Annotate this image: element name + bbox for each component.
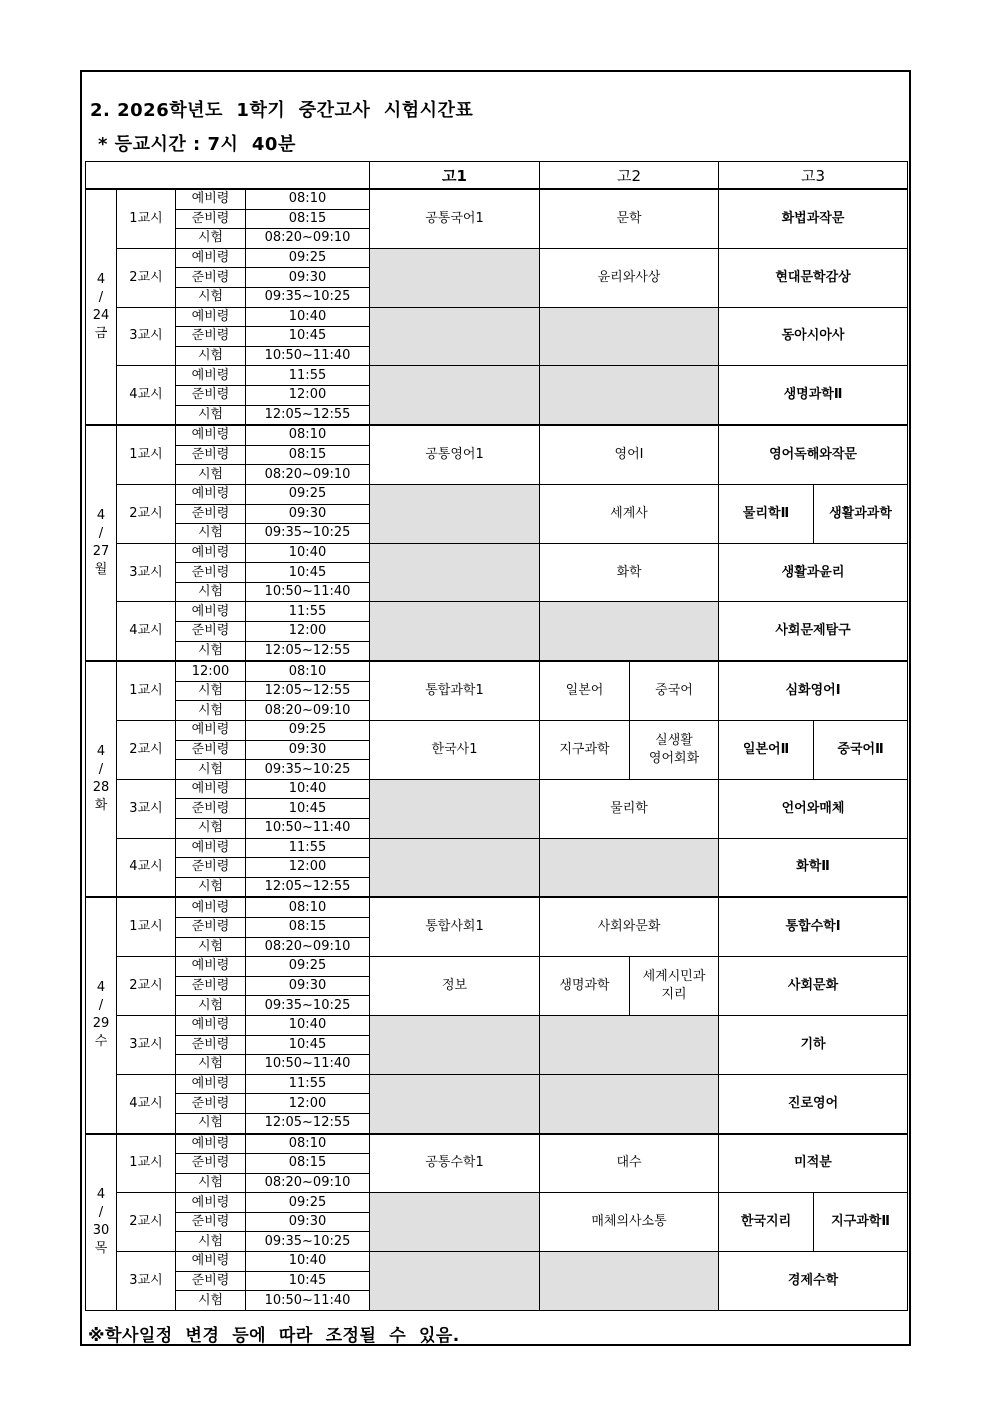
- bell-time: 08:20~09:10: [246, 1173, 370, 1193]
- bell-type: 예비령: [176, 425, 246, 445]
- bell-type: 준비령: [176, 917, 246, 937]
- bell-type: 시험: [176, 582, 246, 602]
- bell-time: 11:55: [246, 838, 370, 858]
- bell-time: 09:25: [246, 248, 370, 268]
- bell-time: 08:10: [246, 1134, 370, 1154]
- bell-time: 10:45: [246, 563, 370, 583]
- date-sep: /: [98, 762, 104, 778]
- grade3-subject-a: 한국지리: [719, 1193, 814, 1252]
- bell-type: 준비령: [176, 385, 246, 405]
- grade2-empty: [540, 366, 719, 425]
- period-label: 2교시: [117, 484, 176, 543]
- bell-time: 09:30: [246, 268, 370, 288]
- schedule-row: [86, 838, 908, 858]
- bell-time: 12:00: [246, 858, 370, 878]
- bell-time: 08:20~09:10: [246, 465, 370, 485]
- schedule-row: [86, 779, 908, 799]
- grade2-subject-b-line2: 지리: [661, 987, 687, 1003]
- bell-time: 10:40: [246, 543, 370, 563]
- bell-type: 시험: [176, 760, 246, 780]
- grade3-subject: 화학Ⅱ: [719, 838, 908, 897]
- bell-time: 08:10: [246, 897, 370, 917]
- bell-type: 예비령: [176, 957, 246, 977]
- bell-type: 시험: [176, 819, 246, 839]
- bell-time: 09:25: [246, 721, 370, 741]
- schedule-row: [86, 1134, 908, 1154]
- grade3-subject: 사회문제탐구: [719, 602, 908, 661]
- grade3-subject-b: 지구과학Ⅱ: [814, 1193, 908, 1252]
- grade1-subject: 공통영어1: [370, 425, 540, 484]
- date-cell: [86, 1134, 117, 1311]
- period-label: 2교시: [117, 721, 176, 780]
- grade2-subject-a: 생명과학: [540, 957, 630, 1016]
- date-weekday: 금: [94, 326, 108, 342]
- date-cell: [86, 661, 117, 897]
- bell-time: 08:20~09:10: [246, 937, 370, 957]
- grade1-subject: 공통수학1: [370, 1134, 540, 1193]
- grade3-subject-a: 물리학Ⅱ: [719, 484, 814, 543]
- bell-time: 10:50~11:40: [246, 346, 370, 366]
- bell-time: 11:55: [246, 1074, 370, 1094]
- grade3-subject: 영어독해와작문: [719, 425, 908, 484]
- bell-type: 예비령: [176, 1074, 246, 1094]
- bell-type: 준비령: [176, 976, 246, 996]
- bell-type: 준비령: [176, 1212, 246, 1232]
- period-label: 2교시: [117, 957, 176, 1016]
- bell-type: 준비령: [176, 1271, 246, 1291]
- schedule-row: [86, 366, 908, 386]
- period-label: 2교시: [117, 248, 176, 307]
- bell-type: 시험: [176, 346, 246, 366]
- bell-time: 09:30: [246, 976, 370, 996]
- grade3-subject: 기하: [719, 1015, 908, 1074]
- bell-type: 예비령: [176, 779, 246, 799]
- schedule-row: [86, 957, 908, 977]
- bell-time: 08:15: [246, 209, 370, 229]
- grade3-subject: 경제수학: [719, 1252, 908, 1311]
- header-grade-1: 고1: [370, 162, 540, 190]
- bell-time: 12:00: [246, 385, 370, 405]
- schedule-row: [86, 248, 908, 268]
- bell-time: 08:10: [246, 425, 370, 445]
- bell-type: 시험: [176, 937, 246, 957]
- bell-time: 08:15: [246, 445, 370, 465]
- schedule-row: [86, 1252, 908, 1272]
- bell-type: 시험: [176, 465, 246, 485]
- bell-type: 준비령: [176, 563, 246, 583]
- bell-time: 12:05~12:55: [246, 405, 370, 425]
- bell-time: 08:10: [246, 189, 370, 209]
- period-label: 1교시: [117, 897, 176, 956]
- grade1-empty: [370, 543, 540, 602]
- bell-type: 준비령: [176, 327, 246, 347]
- bell-type: 예비령: [176, 602, 246, 622]
- grade2-subject: 윤리와사상: [540, 248, 719, 307]
- grade3-subject: 현대문학감상: [719, 248, 908, 307]
- grade1-empty: [370, 602, 540, 661]
- grade2-subject-b-line2: 영어회화: [648, 750, 700, 766]
- date-day: 27: [92, 544, 110, 560]
- date-weekday: 화: [94, 798, 108, 814]
- bell-time: 09:25: [246, 1193, 370, 1213]
- grade3-subject-b: 중국어Ⅱ: [814, 721, 908, 780]
- grade2-subject: 사회와문화: [540, 897, 719, 956]
- bell-type: 예비령: [176, 1193, 246, 1213]
- grade1-empty: [370, 1015, 540, 1074]
- period-label: 1교시: [117, 425, 176, 484]
- grade1-empty: [370, 1252, 540, 1311]
- bell-time: 12:05~12:55: [246, 877, 370, 897]
- date-month: 4: [96, 1187, 106, 1203]
- grade3-subject-b: 생활과과학: [814, 484, 908, 543]
- grade2-subject-b: [630, 721, 719, 780]
- grade2-empty: [540, 307, 719, 366]
- date-weekday: 월: [94, 562, 108, 578]
- period-label: 3교시: [117, 779, 176, 838]
- grade3-subject: 언어와매체: [719, 779, 908, 838]
- bell-time: 10:45: [246, 327, 370, 347]
- grade1-empty: [370, 779, 540, 838]
- grade2-subject: 세계사: [540, 484, 719, 543]
- grade1-empty: [370, 1193, 540, 1252]
- date-day: 28: [92, 780, 110, 796]
- bell-type: 준비령: [176, 622, 246, 642]
- grade3-subject: 심화영어Ⅰ: [719, 661, 908, 720]
- period-label: 4교시: [117, 366, 176, 425]
- bell-time: 12:05~12:55: [246, 681, 370, 701]
- grade2-subject: 문학: [540, 189, 719, 248]
- bell-time: 09:35~10:25: [246, 1232, 370, 1252]
- bell-type: 시험: [176, 996, 246, 1016]
- grade2-empty: [540, 838, 719, 897]
- schedule-row: [86, 543, 908, 563]
- bell-time: 10:40: [246, 1015, 370, 1035]
- bell-type: 준비령: [176, 268, 246, 288]
- arrival-time-note: * 등교시간 : 7시 40분: [98, 134, 296, 155]
- bell-type: 시험: [176, 1173, 246, 1193]
- bell-type: 예비령: [176, 897, 246, 917]
- grade2-empty: [540, 1252, 719, 1311]
- bell-time: 12:00: [246, 622, 370, 642]
- grade2-subject: 물리학: [540, 779, 719, 838]
- bell-type: 준비령: [176, 1154, 246, 1174]
- grade3-subject: 화법과작문: [719, 189, 908, 248]
- bell-time: 10:50~11:40: [246, 819, 370, 839]
- bell-type: 준비령: [176, 858, 246, 878]
- period-label: 3교시: [117, 1252, 176, 1311]
- bell-type: 준비령: [176, 445, 246, 465]
- grade2-subject-a: 지구과학: [540, 721, 630, 780]
- date-cell: [86, 189, 117, 425]
- grade1-empty: [370, 838, 540, 897]
- grade2-subject: 매체의사소통: [540, 1193, 719, 1252]
- bell-type: 예비령: [176, 1134, 246, 1154]
- date-cell: [86, 425, 117, 661]
- bell-type: 예비령: [176, 838, 246, 858]
- grade2-empty: [540, 1074, 719, 1133]
- schedule-row: [86, 189, 908, 209]
- bell-type: 예비령: [176, 1015, 246, 1035]
- grade1-subject: 통합과학1: [370, 661, 540, 720]
- grade2-empty: [540, 602, 719, 661]
- bell-time: 10:50~11:40: [246, 582, 370, 602]
- bell-type: 시험: [176, 681, 246, 701]
- schedule-row: [86, 661, 908, 681]
- grade2-empty: [540, 1015, 719, 1074]
- grade1-empty: [370, 1074, 540, 1133]
- grade1-empty: [370, 307, 540, 366]
- schedule-row: [86, 602, 908, 622]
- schedule-row: [86, 484, 908, 504]
- date-weekday: 수: [94, 1034, 108, 1050]
- period-label: 2교시: [117, 1193, 176, 1252]
- bell-time: 08:10: [246, 661, 370, 681]
- grade2-subject-b-line1: 실생활: [655, 732, 693, 748]
- bell-time: 09:35~10:25: [246, 524, 370, 544]
- grade3-subject: 동아시아사: [719, 307, 908, 366]
- date-month: 4: [96, 272, 106, 288]
- bell-time: 10:45: [246, 1035, 370, 1055]
- bell-type: 준비령: [176, 209, 246, 229]
- grade2-subject: 화학: [540, 543, 719, 602]
- date-day: 29: [92, 1016, 110, 1032]
- bell-type: 시험: [176, 641, 246, 661]
- bell-type: 시험: [176, 877, 246, 897]
- bell-type: 예비령: [176, 248, 246, 268]
- bell-type: 시험: [176, 287, 246, 307]
- schedule-row: [86, 425, 908, 445]
- bell-time: 09:35~10:25: [246, 760, 370, 780]
- bell-type: 예비령: [176, 307, 246, 327]
- bell-type: 예비령: [176, 366, 246, 386]
- bell-type: 예비령: [176, 189, 246, 209]
- date-cell: [86, 897, 117, 1133]
- schedule-row: [86, 1193, 908, 1213]
- bell-time: 09:30: [246, 1212, 370, 1232]
- date-month: 4: [96, 508, 106, 524]
- bell-type: 12:00: [176, 661, 246, 681]
- period-label: 1교시: [117, 661, 176, 720]
- schedule-row: [86, 897, 908, 917]
- schedule-row: [86, 1015, 908, 1035]
- bell-time: 09:25: [246, 484, 370, 504]
- grade1-empty: [370, 366, 540, 425]
- grade1-empty: [370, 484, 540, 543]
- grade3-subject: 미적분: [719, 1134, 908, 1193]
- grade3-subject-a: 일본어Ⅱ: [719, 721, 814, 780]
- date-weekday: 목: [94, 1241, 108, 1257]
- grade2-subject: 대수: [540, 1134, 719, 1193]
- date-sep: /: [98, 526, 104, 542]
- bell-type: 준비령: [176, 504, 246, 524]
- bell-type: 시험: [176, 1055, 246, 1075]
- date-month: 4: [96, 744, 106, 760]
- bell-time: 11:55: [246, 366, 370, 386]
- grade2-subject: 영어Ⅰ: [540, 425, 719, 484]
- schedule-row: [86, 307, 908, 327]
- grade2-subject-b: [630, 957, 719, 1016]
- bell-type: 예비령: [176, 543, 246, 563]
- grade3-subject: 사회문화: [719, 957, 908, 1016]
- grade3-subject: 생명과학Ⅱ: [719, 366, 908, 425]
- grade1-empty: [370, 248, 540, 307]
- bell-type: 시험: [176, 405, 246, 425]
- date-day: 30: [92, 1223, 110, 1239]
- bell-type: 시험: [176, 229, 246, 249]
- grade3-subject: 통합수학Ⅰ: [719, 897, 908, 956]
- bell-time: 10:50~11:40: [246, 1055, 370, 1075]
- date-month: 4: [96, 980, 106, 996]
- period-label: 1교시: [117, 189, 176, 248]
- period-label: 4교시: [117, 602, 176, 661]
- bell-type: 시험: [176, 1291, 246, 1311]
- grade1-subject: 한국사1: [370, 721, 540, 780]
- bell-time: 12:00: [246, 1094, 370, 1114]
- bell-time: 09:25: [246, 957, 370, 977]
- bell-time: 10:40: [246, 1252, 370, 1272]
- bell-type: 준비령: [176, 740, 246, 760]
- bell-time: 08:15: [246, 917, 370, 937]
- grade2-subject-b-line1: 세계시민과: [642, 969, 706, 985]
- bell-type: 예비령: [176, 484, 246, 504]
- bell-time: 08:15: [246, 1154, 370, 1174]
- date-sep: /: [98, 1205, 104, 1221]
- schedule-change-footnote: ※학사일정 변경 등에 따라 조정될 수 있음.: [88, 1326, 460, 1346]
- header-grade-2: 고2: [540, 162, 719, 190]
- header-corner: [86, 162, 370, 190]
- grade2-subject-a: 일본어: [540, 661, 630, 720]
- period-label: 4교시: [117, 1074, 176, 1133]
- date-day: 24: [92, 308, 110, 324]
- bell-time: 08:20~09:10: [246, 229, 370, 249]
- bell-time: 09:35~10:25: [246, 996, 370, 1016]
- period-label: 4교시: [117, 838, 176, 897]
- grade1-subject: 정보: [370, 957, 540, 1016]
- bell-type: 준비령: [176, 799, 246, 819]
- page-title: 2. 2026학년도 1학기 중간고사 시험시간표: [90, 100, 474, 121]
- bell-type: 준비령: [176, 1094, 246, 1114]
- bell-time: 10:40: [246, 307, 370, 327]
- grade3-subject: 진로영어: [719, 1074, 908, 1133]
- bell-time: 10:45: [246, 799, 370, 819]
- bell-time: 10:50~11:40: [246, 1291, 370, 1311]
- schedule-row: [86, 1074, 908, 1094]
- grade1-subject: 공통국어1: [370, 189, 540, 248]
- period-label: 3교시: [117, 307, 176, 366]
- bell-time: 10:40: [246, 779, 370, 799]
- exam-schedule-table: [85, 161, 908, 1311]
- date-sep: /: [98, 998, 104, 1014]
- bell-time: 10:45: [246, 1271, 370, 1291]
- bell-time: 09:35~10:25: [246, 287, 370, 307]
- date-sep: /: [98, 290, 104, 306]
- schedule-row: [86, 721, 908, 741]
- header-grade-3: 고3: [719, 162, 908, 190]
- grade2-subject-b: 중국어: [630, 661, 719, 720]
- bell-type: 예비령: [176, 721, 246, 741]
- period-label: 3교시: [117, 1015, 176, 1074]
- bell-type: 준비령: [176, 1035, 246, 1055]
- grade3-subject: 생활과윤리: [719, 543, 908, 602]
- bell-time: 09:30: [246, 504, 370, 524]
- bell-time: 08:20~09:10: [246, 701, 370, 721]
- bell-time: 09:30: [246, 740, 370, 760]
- bell-type: 시험: [176, 1232, 246, 1252]
- period-label: 1교시: [117, 1134, 176, 1193]
- bell-time: 11:55: [246, 602, 370, 622]
- header-row: [86, 162, 908, 190]
- bell-type: 시험: [176, 524, 246, 544]
- grade1-subject: 통합사회1: [370, 897, 540, 956]
- bell-type: 시험: [176, 701, 246, 721]
- period-label: 3교시: [117, 543, 176, 602]
- bell-time: 12:05~12:55: [246, 641, 370, 661]
- bell-time: 12:05~12:55: [246, 1113, 370, 1133]
- bell-type: 예비령: [176, 1252, 246, 1272]
- bell-type: 시험: [176, 1113, 246, 1133]
